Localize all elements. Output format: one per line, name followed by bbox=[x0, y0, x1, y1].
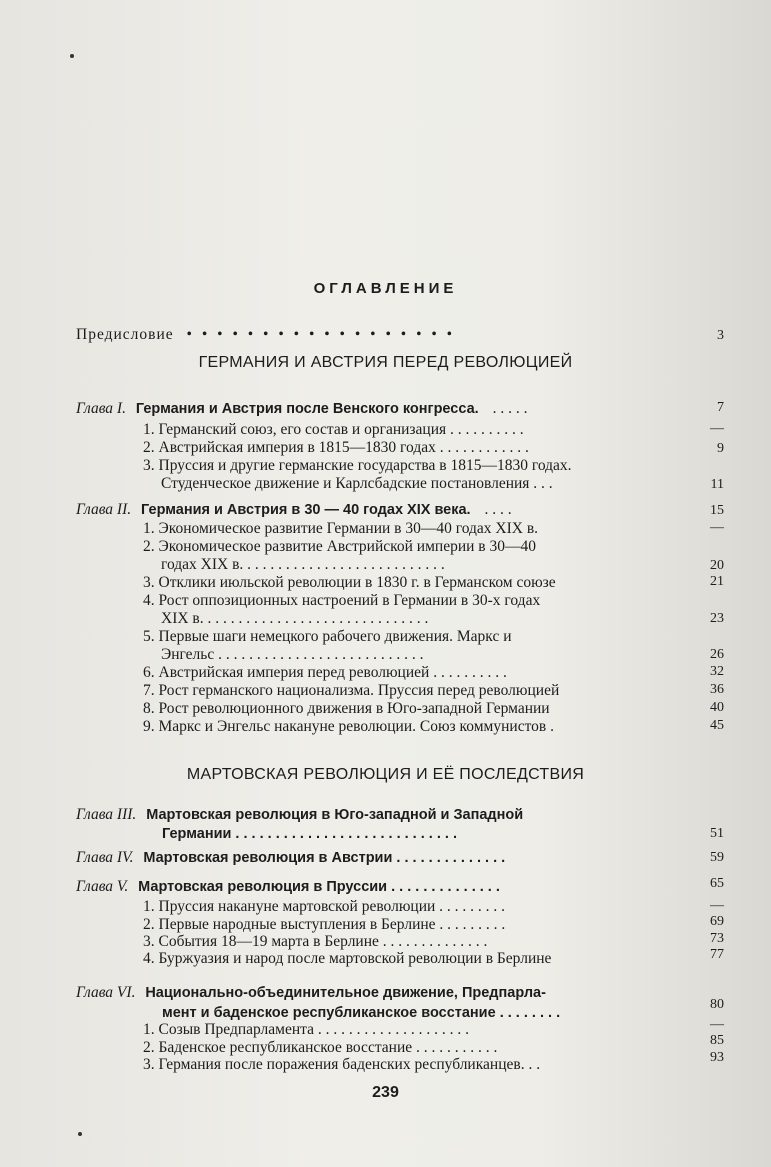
toc-item: 6. Австрийская империя перед революцией . . . . . . . . . . bbox=[143, 664, 507, 681]
toc-item: 2. Баденское республиканское восстание . . . . . . . . . . . bbox=[143, 1039, 498, 1056]
chapter-3-title-cont: Германии . . . . . . . . . . . . . . . . . . . . . . . . . . . . bbox=[162, 826, 457, 842]
toc-item-page: 9 bbox=[717, 441, 724, 456]
section-heading-1: ГЕРМАНИЯ И АВСТРИЯ ПЕРЕД РЕВОЛЮЦИЕЙ bbox=[198, 354, 573, 371]
toc-item: 3. Отклики июльской революции в 1830 г. в Германском союзе bbox=[143, 574, 556, 591]
preface-label: Предисловие bbox=[76, 326, 174, 343]
toc-item: Студенческое движение и Карлсбадские постановления . . . bbox=[161, 475, 553, 492]
page-title: ОГЛАВЛЕНИЕ bbox=[313, 280, 458, 297]
toc-item: 3. Пруссия и другие германские государства в 1815—1830 годах. bbox=[143, 457, 572, 474]
toc-item: XIX в. . . . . . . . . . . . . . . . . . . . . . . . . . . . . . bbox=[161, 610, 429, 627]
preface-leader: • • • • • • • • • • • • • • • • • • bbox=[186, 326, 456, 343]
toc-item: 9. Маркс и Энгельс накануне революции. Союз коммунистов . bbox=[143, 718, 554, 735]
ink-dot bbox=[78, 1132, 82, 1136]
chapter-2-page: 15 bbox=[710, 503, 724, 518]
toc-item: 2. Экономическое развитие Австрийской империи в 30—40 bbox=[143, 538, 536, 555]
toc-item-page: 73 bbox=[710, 931, 724, 946]
chapter-6-title: Национально-объединительное движение, Предпарла- bbox=[145, 985, 546, 1001]
chapter-6-title-cont: мент и баденское республиканское восстание . . . . . . . . bbox=[162, 1005, 561, 1021]
ink-dot bbox=[70, 54, 74, 58]
chapter-6 bbox=[76, 984, 546, 1002]
chapter-4-title: Мартовская революция в Австрии . . . . . . . . . . . . . . bbox=[143, 850, 506, 866]
toc-item-page: 69 bbox=[710, 914, 724, 929]
toc-item-page: — bbox=[710, 898, 724, 913]
section-heading-2: МАРТОВСКАЯ РЕВОЛЮЦИЯ И ЕЁ ПОСЛЕДСТВИЯ bbox=[186, 766, 585, 783]
toc-item: 2. Первые народные выступления в Берлине . . . . . . . . . bbox=[143, 916, 506, 933]
toc-item: Энгельс . . . . . . . . . . . . . . . . . . . . . . . . . . . bbox=[161, 646, 424, 663]
chapter-4-page: 59 bbox=[710, 850, 724, 865]
toc-item: 1. Экономическое развитие Германии в 30—40 годах XIX в. bbox=[143, 520, 539, 537]
chapter-1-title: Германия и Австрия после Венского конгресса. bbox=[135, 401, 479, 417]
toc-item-page: 11 bbox=[710, 477, 724, 492]
chapter-5 bbox=[76, 878, 500, 896]
toc-item-page: 77 bbox=[710, 947, 724, 962]
chapter-4-number: Глава IV. bbox=[76, 849, 134, 866]
chapter-3-title: Мартовская революция в Юго-западной и Западной bbox=[146, 807, 524, 823]
toc-item-page: 23 bbox=[710, 611, 724, 626]
chapter-3-page: 51 bbox=[710, 826, 724, 841]
chapter-3-number: Глава III. bbox=[76, 806, 137, 823]
toc-item: 4. Буржуазия и народ после мартовской революции в Берлине bbox=[143, 950, 552, 967]
chapter-1 bbox=[76, 400, 527, 418]
chapter-2-number: Глава II. bbox=[76, 501, 132, 518]
chapter-6-number: Глава VI. bbox=[76, 984, 136, 1001]
toc-item-page: 32 bbox=[710, 664, 724, 679]
toc-item: 5. Первые шаги немецкого рабочего движения. Маркс и bbox=[143, 628, 512, 645]
toc-item-page: — bbox=[710, 1017, 724, 1032]
chapter-2-title: Германия и Австрия в 30 — 40 годах XIX века. bbox=[141, 502, 471, 518]
page-number: 239 bbox=[372, 1084, 399, 1101]
toc-item: 3. События 18—19 марта в Берлине . . . . . . . . . . . . . . bbox=[143, 933, 488, 950]
chapter-2 bbox=[76, 501, 512, 519]
toc-item-page: — bbox=[710, 520, 724, 535]
chapter-1-leader: . . . . . bbox=[492, 400, 528, 417]
toc-item: 2. Австрийская империя в 1815—1830 годах . . . . . . . . . . . . bbox=[143, 439, 529, 456]
toc-item-page: 26 bbox=[710, 647, 724, 662]
chapter-3 bbox=[76, 806, 523, 824]
chapter-6-page: 80 bbox=[710, 997, 724, 1012]
toc-item-page: 20 bbox=[710, 558, 724, 573]
toc-item-page: 21 bbox=[710, 574, 724, 589]
chapter-5-title: Мартовская революция в Пруссии . . . . . . . . . . . . . . bbox=[138, 879, 500, 895]
toc-item-page: 40 bbox=[710, 700, 724, 715]
toc-item: годах XIX в. . . . . . . . . . . . . . . . . . . . . . . . . . . bbox=[161, 556, 445, 573]
chapter-4 bbox=[76, 849, 505, 867]
toc-item-page: 45 bbox=[710, 718, 724, 733]
toc-item-page: 85 bbox=[710, 1033, 724, 1048]
chapter-2-leader: . . . . bbox=[484, 501, 512, 518]
toc-item-page: 36 bbox=[710, 682, 724, 697]
toc-item: 8. Рост революционного движения в Юго-западной Германии bbox=[143, 700, 550, 717]
toc-item: 3. Германия после поражения баденских республиканцев. . . bbox=[143, 1056, 541, 1073]
toc-preface bbox=[76, 326, 455, 344]
preface-page: 3 bbox=[717, 328, 724, 343]
toc-item: 7. Рост германского национализма. Пруссия перед революцией bbox=[143, 682, 560, 699]
toc-item: 4. Рост оппозиционных настроений в Германии в 30-х годах bbox=[143, 592, 541, 609]
toc-item: 1. Германский союз, его состав и организация . . . . . . . . . . bbox=[143, 421, 524, 438]
chapter-1-number: Глава I. bbox=[76, 400, 126, 417]
toc-item-page: — bbox=[710, 421, 724, 436]
toc-item: 1. Созыв Предпарламента . . . . . . . . . . . . . . . . . . . . bbox=[143, 1021, 469, 1038]
chapter-5-page: 65 bbox=[710, 876, 724, 891]
chapter-5-number: Глава V. bbox=[76, 878, 129, 895]
toc-item-page: 93 bbox=[710, 1050, 724, 1065]
toc-item: 1. Пруссия накануне мартовской революции . . . . . . . . . bbox=[143, 898, 506, 915]
chapter-1-page: 7 bbox=[717, 400, 724, 415]
